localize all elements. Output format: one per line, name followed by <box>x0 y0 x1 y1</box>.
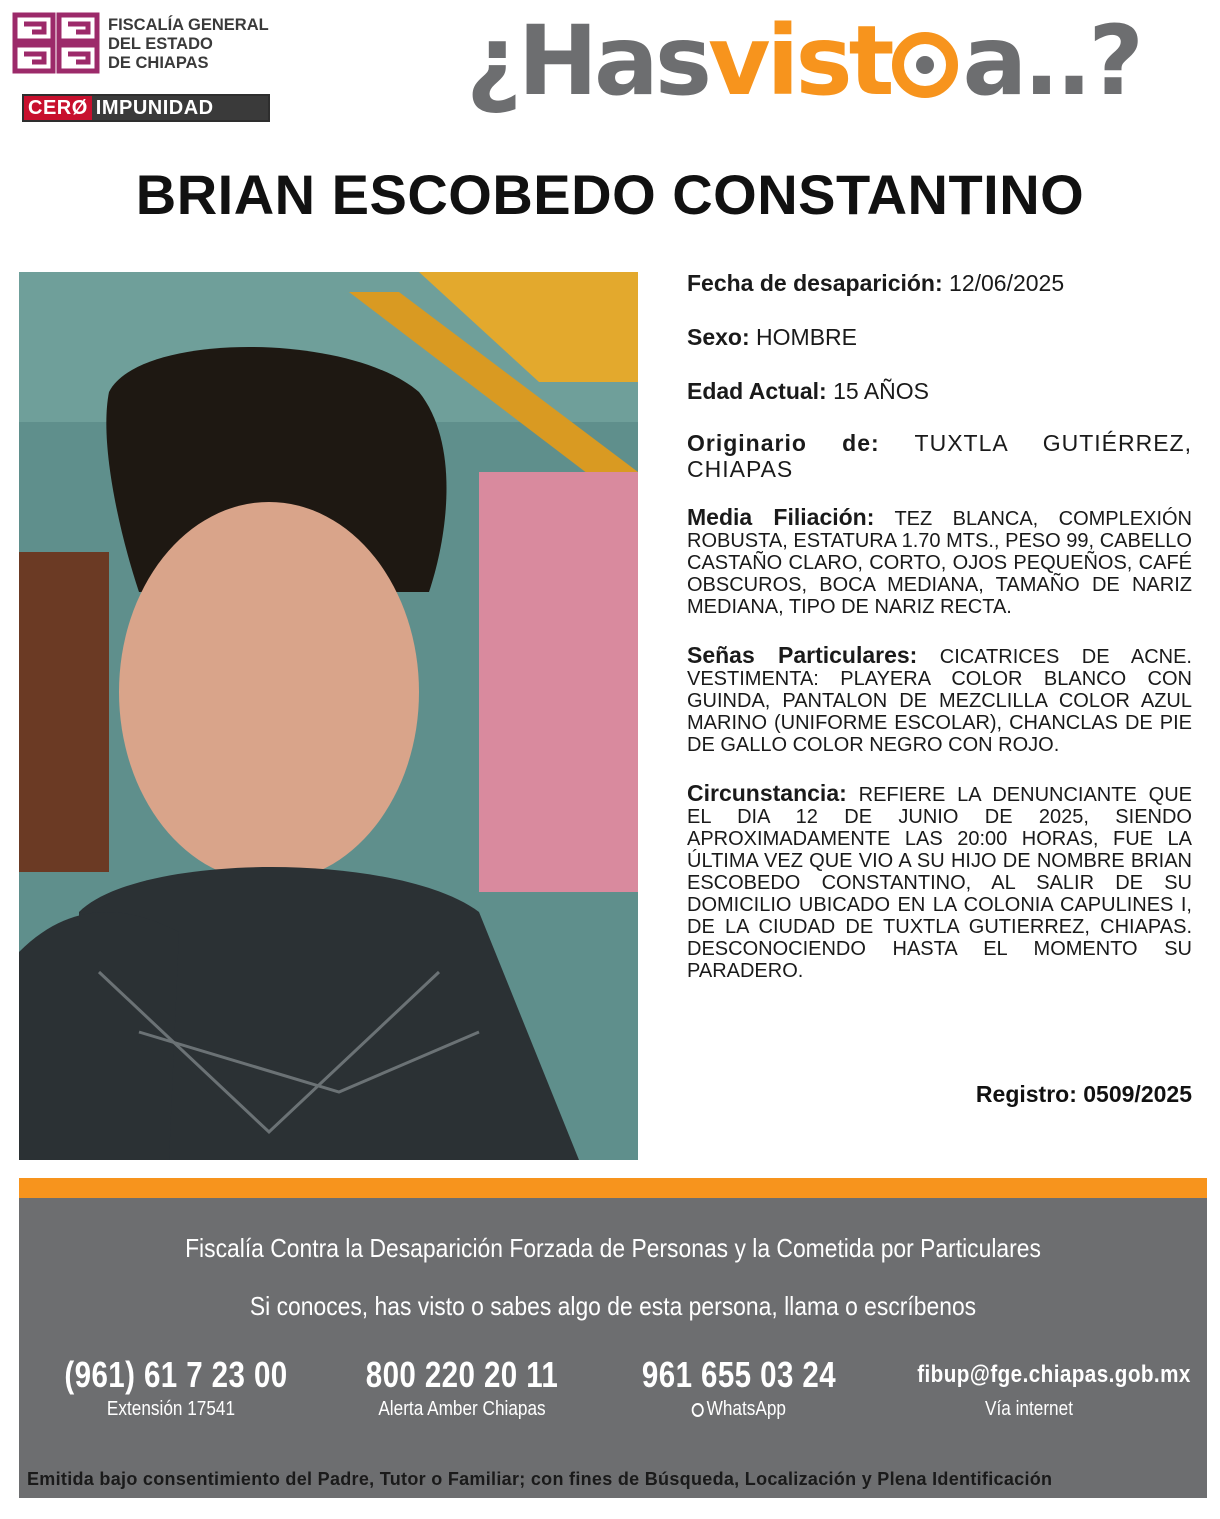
person-details <box>687 268 1192 1008</box>
field-label: Originario de: <box>687 430 880 456</box>
footer-call-to-action: Si conoces, has visto o sabes algo de esta persona, llama o escríbenos <box>249 1291 977 1321</box>
field-label: Media Filiación: <box>687 504 875 530</box>
fge-emblem-icon <box>12 12 100 74</box>
badge-red-text: CERØ <box>24 96 92 120</box>
field-label: Circunstancia: <box>687 780 847 806</box>
phone-number-link[interactable]: 961 655 03 24 <box>641 1354 837 1395</box>
consent-disclaimer: Emitida bajo consentimiento del Padre, Tutor o Familiar; con fines de Búsqueda, Localización y Plena Identificación <box>27 1469 1053 1489</box>
email-link[interactable]: fibup@fge.chiapas.gob.mx <box>917 1361 1191 1388</box>
contact-whatsapp <box>609 1354 869 1422</box>
poster-header <box>0 0 1220 140</box>
field-sex <box>687 322 1192 352</box>
cero-impunidad-badge <box>22 94 270 122</box>
whatsapp-label: WhatsApp <box>706 1398 786 1420</box>
registration-number: Registro: 0509/2025 <box>975 1081 1192 1107</box>
field-origin <box>687 430 1192 482</box>
field-value: REFIERE LA DENUNCIANTE QUE EL DIA 12 DE JUNIO DE 2025, SIENDO APROXIMADAMENTE LAS 20:00 HORAS, FUE LA ÚLTIMA VEZ QUE VIO A SU HIJO DE NOMBRE BRIAN ESCOBEDO CONSTANTINO, AL SALIR DE SU DOMICILIO UBICADO EN LA COLONIA CAPULINES I, DE LA CIUDAD DE TUXTLA GUTIERREZ, CHIAPAS. DESCONOCIENDO HASTA EL MOMENTO SU PARADERO. <box>687 784 1192 982</box>
field-value: CICATRICES DE ACNE. VESTIMENTA: PLAYERA COLOR BLANCO CON GUINDA, PANTALON DE MEZCLILLA COLOR AZUL MARINO (UNIFORME ESCOLAR), CHANCLAS DE PIE DE GALLO COLOR NEGRO CON ROJO. <box>687 646 1192 756</box>
contact-sub-label: Extensión 17541 <box>106 1398 236 1420</box>
contact-sub-label <box>627 1396 851 1422</box>
footer-agency-line: Fiscalía Contra la Desaparición Forzada de Personas y la Cometida por Particulares <box>185 1233 1041 1263</box>
contact-sub-label: Alerta Amber Chiapas <box>378 1398 546 1420</box>
orange-divider <box>19 1178 1207 1198</box>
agency-line-3: DE CHIAPAS <box>108 54 209 72</box>
field-label: Edad Actual: <box>687 378 827 404</box>
field-distinguishing-marks <box>687 644 1192 756</box>
agency-name <box>108 16 308 73</box>
field-label: Sexo: <box>687 324 750 350</box>
contact-sub-label: Vía internet <box>985 1398 1073 1420</box>
whatsapp-icon <box>692 1403 704 1417</box>
contact-footer <box>19 1198 1207 1498</box>
field-value: HOMBRE <box>756 324 857 350</box>
has-visto-logo <box>466 2 1206 122</box>
photo-illustration-icon <box>19 272 638 1160</box>
agency-line-1: FISCALÍA GENERAL <box>108 16 269 34</box>
field-value: 12/06/2025 <box>949 270 1065 296</box>
field-disappearance-date <box>687 268 1192 298</box>
phone-number-link[interactable]: 800 220 20 11 <box>365 1354 559 1395</box>
field-description <box>687 506 1192 618</box>
person-name: BRIAN ESCOBEDO CONSTANTINO <box>135 163 1085 226</box>
field-label: Señas Particulares: <box>687 642 918 668</box>
agency-line-2: DEL ESTADO <box>108 35 213 53</box>
badge-dark-text: IMPUNIDAD <box>92 96 268 120</box>
field-circumstance <box>687 782 1192 982</box>
missing-person-photo <box>19 272 638 1160</box>
contact-email <box>899 1354 1191 1422</box>
phone-number-link[interactable]: (961) 61 7 23 00 <box>64 1354 288 1395</box>
field-value: TUXTLA GUTIÉRREZ, CHIAPAS <box>687 430 1192 482</box>
brand-part-2: vist <box>707 5 891 117</box>
field-age <box>687 376 1192 406</box>
contact-amber-alert <box>332 1354 592 1422</box>
brand-part-3: a..? <box>962 5 1140 117</box>
brand-part-1: ¿Has <box>466 5 708 117</box>
field-value: TEZ BLANCA, COMPLEXIÓN ROBUSTA, ESTATURA 1.70 MTS., PESO 99, CABELLO CASTAÑO CLARO, CORTO, OJOS PEQUEÑOS, CAFÉ OBSCUROS, BOCA MEDIANA, TAMAÑO DE NARIZ MEDIANA, TIPO DE NARIZ RECTA. <box>687 508 1192 618</box>
field-label: Fecha de desaparición: <box>687 270 943 296</box>
contact-phone-main <box>41 1354 301 1422</box>
eye-icon <box>892 32 958 98</box>
field-value: 15 AÑOS <box>833 378 929 404</box>
